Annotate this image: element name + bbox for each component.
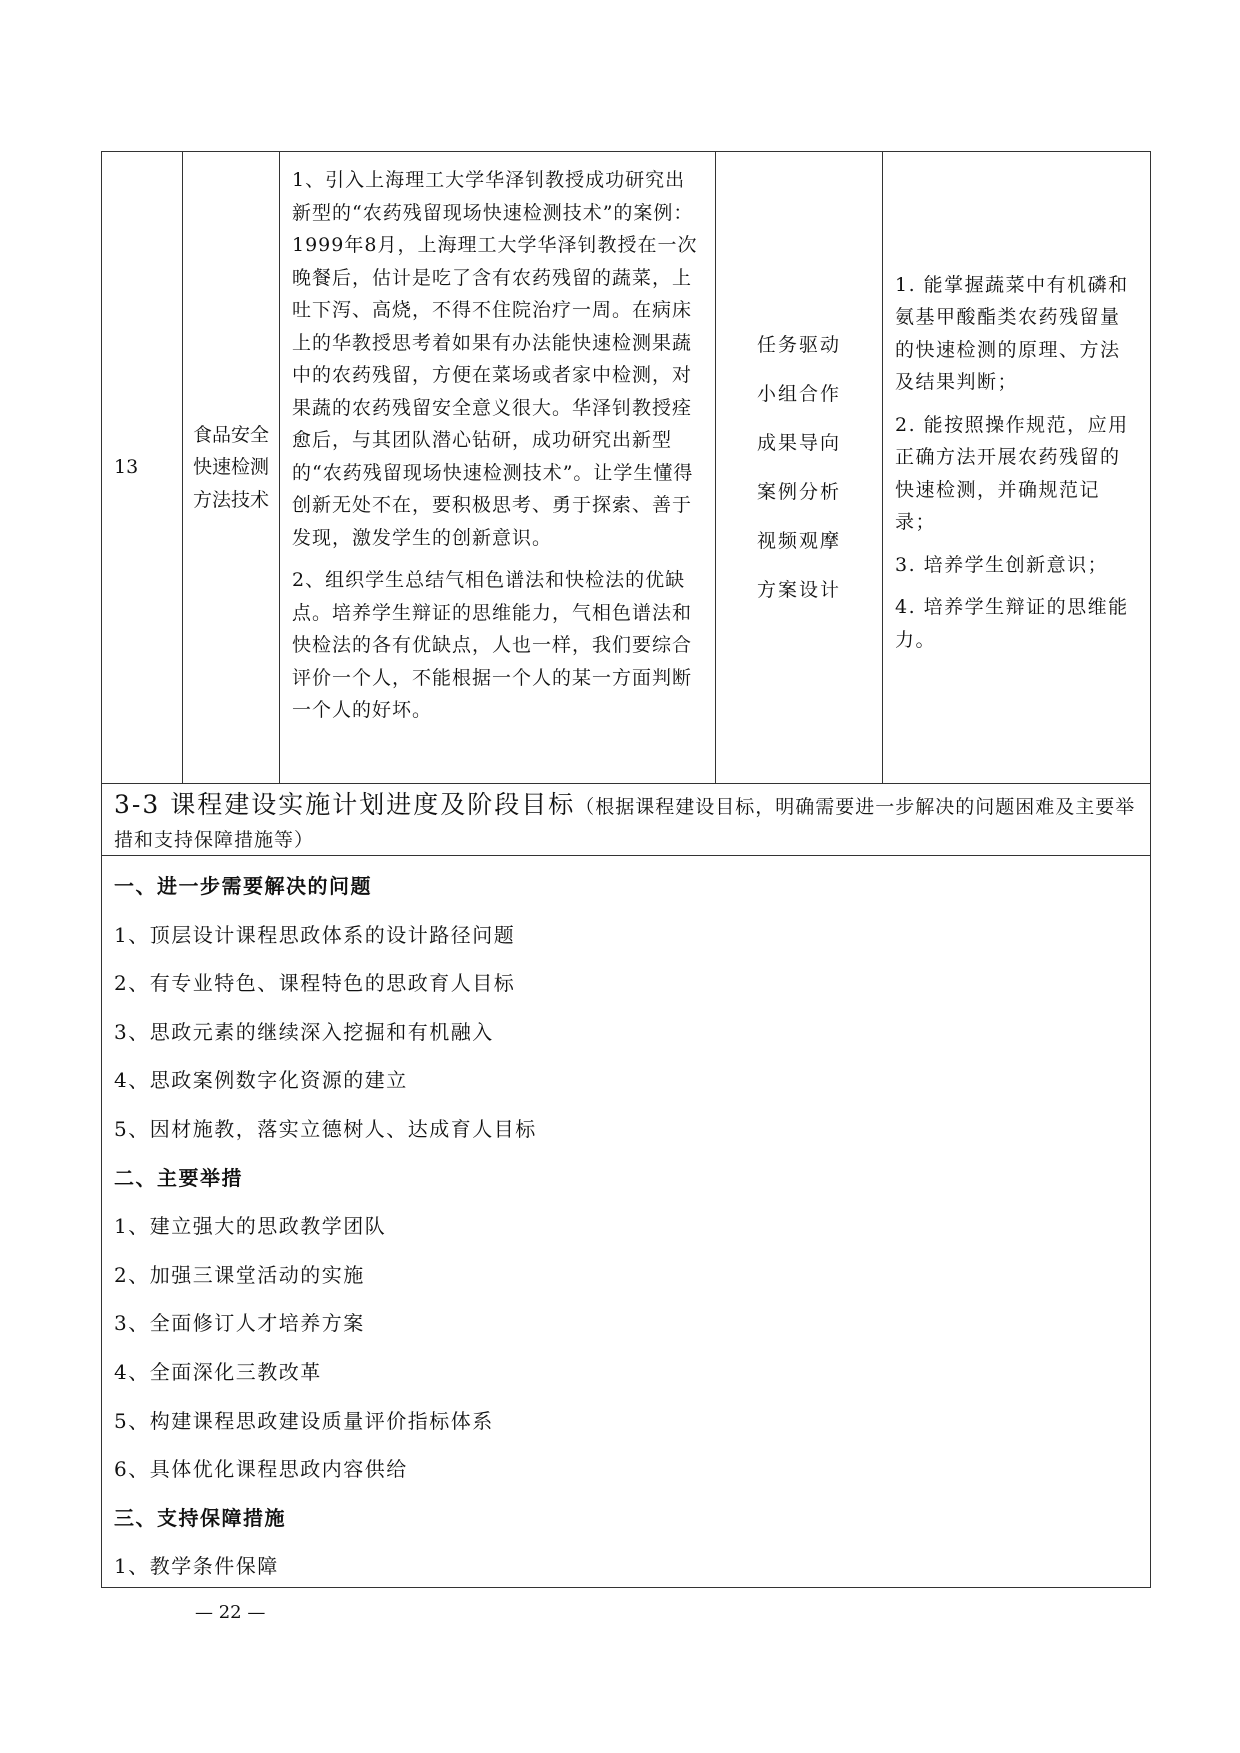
goal-cell [883, 152, 1150, 783]
support-heading: 三、支持保障措施 [114, 1505, 286, 1530]
measure-item: 2、加强三课堂活动的实施 [114, 1262, 365, 1287]
plan-content [102, 856, 1150, 1587]
problem-item: 1、顶层设计课程思政体系的设计路径问题 [114, 922, 516, 947]
problems-heading: 一、进一步需要解决的问题 [114, 874, 372, 898]
measures-heading: 二、主要举措 [114, 1165, 243, 1190]
measure-item: 3、全面修订人才培养方案 [114, 1311, 365, 1336]
method-item: 案例分析 [756, 480, 841, 503]
course-table [101, 151, 1151, 1588]
method-cell [716, 152, 883, 783]
section-heading [102, 784, 1150, 856]
goal-item: 3. 培养学生创新意识； [895, 553, 1109, 576]
problem-item: 2、有专业特色、课程特色的思政育人目标 [114, 971, 516, 996]
method-item: 方案设计 [756, 578, 841, 601]
goal-item: 2. 能按照操作规范，应用正确方法开展农药残留的快速检测，并确规范记录； [895, 413, 1129, 534]
table-row [102, 152, 1150, 784]
measure-item: 4、全面深化三教改革 [114, 1359, 322, 1384]
case-cell [280, 152, 716, 783]
page-number: — 22 — [195, 1602, 266, 1623]
measure-item: 1、建立强大的思政教学团队 [114, 1214, 387, 1239]
row-number: 13 [102, 152, 183, 783]
goal-item: 4. 培养学生辩证的思维能力。 [895, 596, 1129, 651]
method-item: 任务驱动 [756, 333, 841, 356]
problem-item: 3、思政元素的继续深入挖掘和有机融入 [114, 1019, 494, 1044]
unit-name: 食品安全快速检测方法技术 [183, 152, 280, 783]
goal-item: 1. 能掌握蔬菜中有机磷和氨基甲酸酯类农药残留量的快速检测的原理、方法及结果判断； [895, 273, 1129, 394]
case-paragraph: 1、引入上海理工大学华泽钊教授成功研究出新型的“农药残留现场快速检测技术”的案例：1999年8月，上海理工大学华泽钊教授在一次晚餐后，估计是吃了含有农药残留的蔬菜，上吐下泻、高烧，不得不住院治疗一周。在病床上的华教授思考着如果有办法能快速检测果蔬中的农药残留，方便在菜场或者家中检测，对果蔬的农药残留安全意义很大。华泽钊教授痊愈后，与其团队潜心钻研，成功研究出新型的“农药残留现场快速检测技术”。让学生懂得创新无处不在，要积极思考、勇于探索、善于发现，激发学生的创新意识。 [292, 169, 698, 549]
method-item: 小组合作 [756, 382, 841, 405]
measure-item: 5、构建课程思政建设质量评价指标体系 [114, 1408, 494, 1433]
support-item: 1、教学条件保障 [114, 1554, 279, 1579]
case-paragraph: 2、组织学生总结气相色谱法和快检法的优缺点。培养学生辩证的思维能力，气相色谱法和快检法的各有优缺点，人也一样，我们要综合评价一个人，不能根据一个人的某一方面判断一个人的好坏。 [292, 569, 693, 721]
section-note: （根据课程建设目标，明确需要进一步解决的问题困难及主要举措和支持保障措施等） [114, 796, 1136, 851]
problem-item: 5、因材施教，落实立德树人、达成育人目标 [114, 1116, 537, 1141]
method-item: 视频观摩 [756, 529, 841, 552]
method-item: 成果导向 [756, 431, 841, 454]
measure-item: 6、具体优化课程思政内容供给 [114, 1457, 408, 1482]
section-title: 3-3 课程建设实施计划进度及阶段目标 [114, 790, 576, 819]
problem-item: 4、思政案例数字化资源的建立 [114, 1068, 408, 1093]
